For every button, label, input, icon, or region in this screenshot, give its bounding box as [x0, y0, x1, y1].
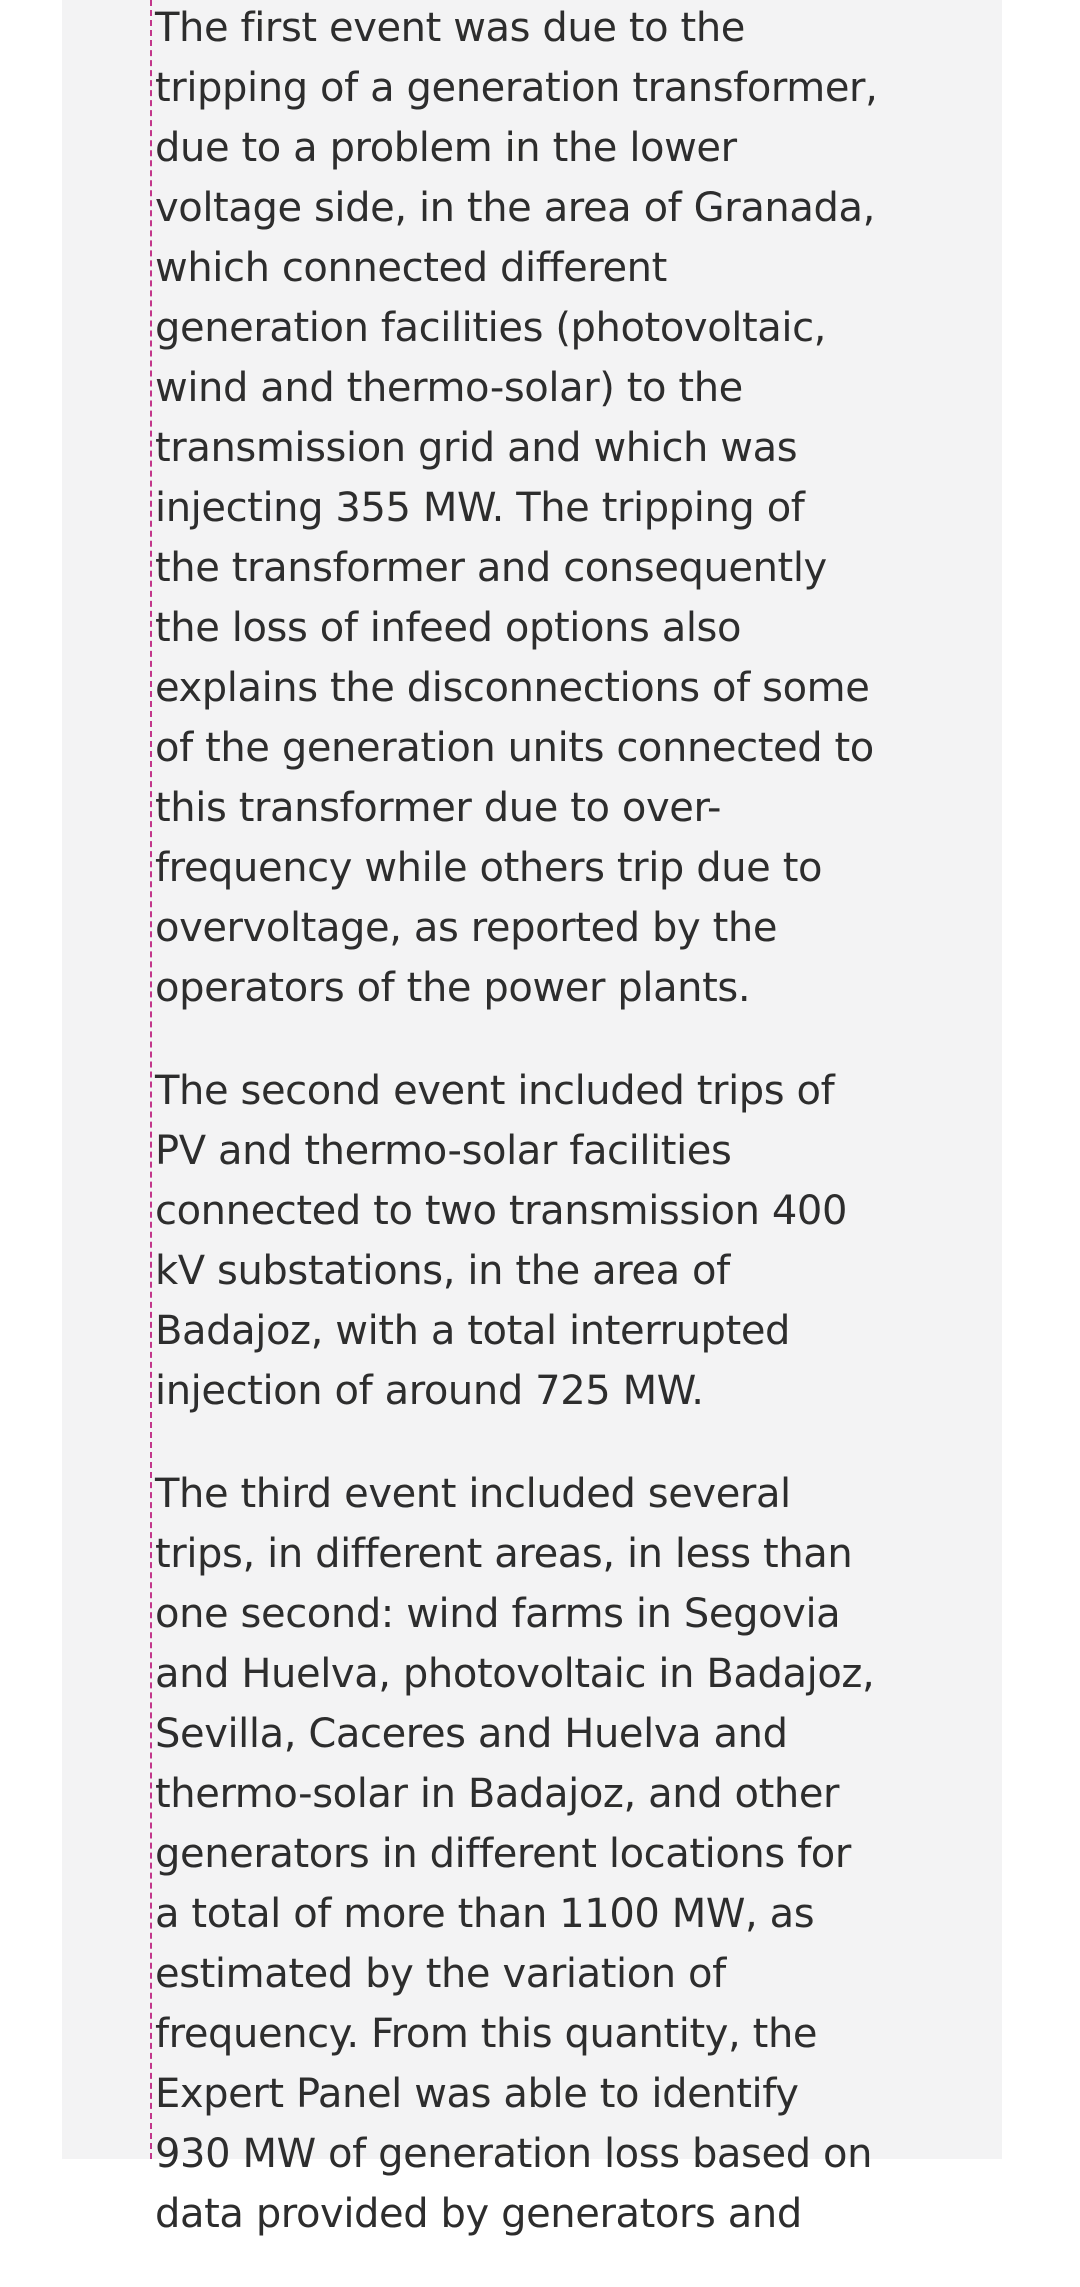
article-body [155, 0, 935, 2287]
dashed-left-rule [150, 0, 152, 2159]
paragraph-second-event: The second event included trips of PV and thermo-solar facilities connected to two transmission 400 kV substations, in the area of Badajoz, with a total interrupted injection of around 725 MW. [155, 1068, 848, 1414]
paragraph-third-event: The third event included several trips, in different areas, in less than one second: wind farms in Segovia and Huelva, photovoltaic in Badajoz, Sevilla, Caceres and Huelva and thermo-solar in Badajoz, and other generators in different locations for a total of more than 1100 MW, as estimated by the variation of frequency. From this quantity, the Expert Panel was able to identify 930 MW of generation loss based on data provided by generators and [155, 1471, 875, 2237]
paragraph-first-event: The first event was due to the tripping of a generation transformer, due to a problem in the lower voltage side, in the area of Granada, which connected different generation facilities (photovoltaic, wind and thermo-solar) to the transmission grid and which was injecting 355 MW. The tripping of the transformer and consequently the loss of infeed options also explains the disconnections of some of the generation units connected to this transformer due to over- frequency while others trip due to overvoltage, as reported by the operators of the power plants. [155, 5, 878, 1011]
